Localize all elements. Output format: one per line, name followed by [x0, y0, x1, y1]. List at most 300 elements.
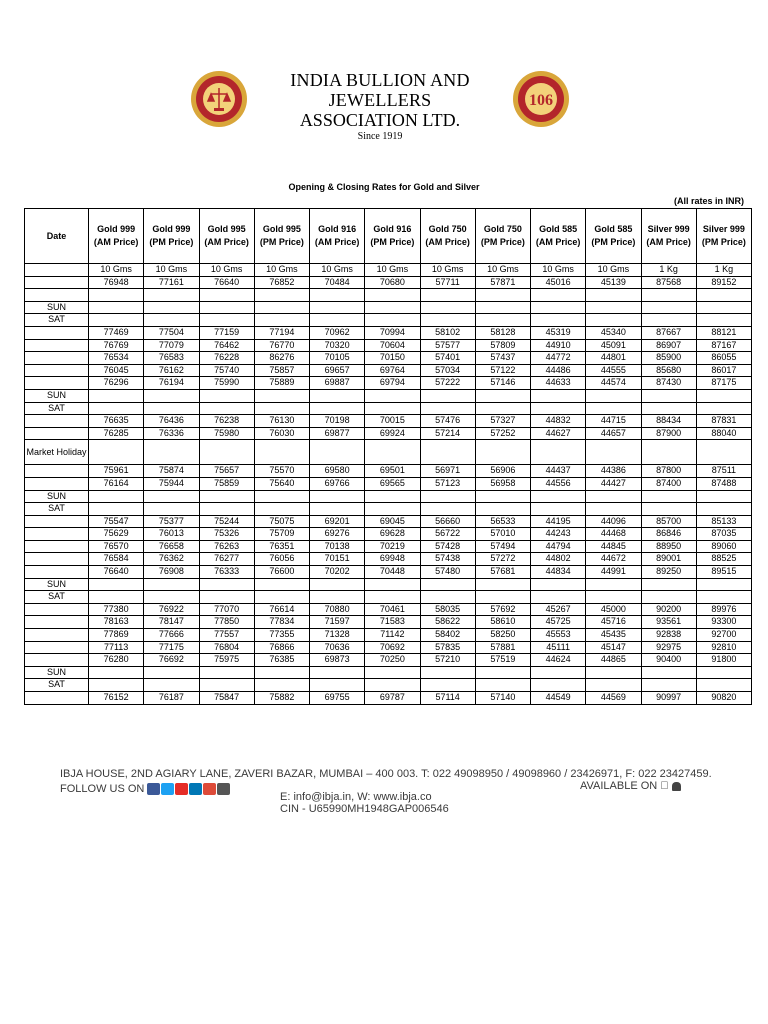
rate-cell — [475, 490, 530, 503]
rate-cell — [641, 503, 696, 516]
rate-cell: 45016 — [531, 276, 586, 289]
rate-cell: 71583 — [365, 616, 420, 629]
rate-cell: 70151 — [310, 553, 365, 566]
rate-cell — [89, 503, 144, 516]
footer-cin: CIN - U65990MH1948GAP006546 — [280, 803, 449, 815]
rate-cell: 57577 — [420, 339, 475, 352]
table-row — [25, 289, 752, 302]
rate-cell: 70448 — [365, 566, 420, 579]
rate-cell: 76280 — [89, 654, 144, 667]
rate-cell: 44096 — [586, 515, 641, 528]
column-header-5: Gold 916 (AM Price) — [310, 209, 365, 264]
rate-cell: 76277 — [199, 553, 254, 566]
rate-cell — [199, 578, 254, 591]
rate-cell — [420, 301, 475, 314]
rate-cell: 44486 — [531, 364, 586, 377]
rate-cell — [586, 503, 641, 516]
rate-cell: 92838 — [641, 629, 696, 642]
rate-cell: 76600 — [254, 566, 309, 579]
rate-cell: 57809 — [475, 339, 530, 352]
table-row — [25, 301, 752, 314]
rate-cell — [199, 591, 254, 604]
rate-cell: 76333 — [199, 566, 254, 579]
rate-cell: 57034 — [420, 364, 475, 377]
rate-cell: 45147 — [586, 641, 641, 654]
rate-cell: 44672 — [586, 553, 641, 566]
table-row — [25, 591, 752, 604]
rate-cell: 75990 — [199, 377, 254, 390]
rate-cell — [254, 289, 309, 302]
rate-cell: 75882 — [254, 692, 309, 705]
rate-cell: 70962 — [310, 326, 365, 339]
rate-cell: 70320 — [310, 339, 365, 352]
rate-cell: 77834 — [254, 616, 309, 629]
rate-cell: 44624 — [531, 654, 586, 667]
rate-cell: 58128 — [475, 326, 530, 339]
rate-cell: 70692 — [365, 641, 420, 654]
rate-cell — [696, 578, 751, 591]
rate-cell: 71142 — [365, 629, 420, 642]
rate-cell: 44549 — [531, 692, 586, 705]
rate-cell: 58622 — [420, 616, 475, 629]
date-cell — [25, 289, 89, 302]
unit-cell: 1 Kg — [641, 264, 696, 277]
date-cell: SUN — [25, 389, 89, 402]
rate-cell — [586, 402, 641, 415]
table-row — [25, 666, 752, 679]
rate-cell: 87035 — [696, 528, 751, 541]
table-row — [25, 515, 752, 528]
twitter-icon[interactable] — [161, 783, 174, 795]
rate-cell: 76263 — [199, 540, 254, 553]
date-cell — [25, 553, 89, 566]
linkedin-icon[interactable] — [189, 783, 202, 795]
rate-cell — [365, 440, 420, 465]
rate-cell: 76162 — [144, 364, 199, 377]
rate-cell: 92975 — [641, 641, 696, 654]
rate-cell: 45091 — [586, 339, 641, 352]
rate-cell: 70484 — [310, 276, 365, 289]
rate-cell — [420, 440, 475, 465]
table-row — [25, 440, 752, 465]
page-title: Opening & Closing Rates for Gold and Silver — [288, 182, 480, 192]
rate-cell: 44195 — [531, 515, 586, 528]
rate-cell — [586, 389, 641, 402]
rate-cell — [531, 301, 586, 314]
date-cell — [25, 692, 89, 705]
rate-cell: 57327 — [475, 415, 530, 428]
rate-cell: 57480 — [420, 566, 475, 579]
rate-cell — [641, 389, 696, 402]
rate-cell — [144, 314, 199, 327]
rate-cell: 58102 — [420, 326, 475, 339]
currency-note: (All rates in INR) — [673, 196, 744, 206]
rate-cell: 70250 — [365, 654, 420, 667]
rate-cell: 75640 — [254, 477, 309, 490]
rate-cell: 69924 — [365, 427, 420, 440]
unit-cell: 1 Kg — [696, 264, 751, 277]
rate-cell: 69565 — [365, 477, 420, 490]
rate-cell: 57494 — [475, 540, 530, 553]
rate-cell: 70994 — [365, 326, 420, 339]
rate-cell: 90820 — [696, 692, 751, 705]
rate-cell: 75874 — [144, 465, 199, 478]
rate-cell — [254, 578, 309, 591]
rate-cell: 76238 — [199, 415, 254, 428]
rate-cell: 44657 — [586, 427, 641, 440]
rate-cell: 70680 — [365, 276, 420, 289]
rate-cell: 45319 — [531, 326, 586, 339]
rate-cell: 56906 — [475, 465, 530, 478]
rate-cell: 56722 — [420, 528, 475, 541]
rates-table — [24, 208, 752, 705]
rate-cell — [144, 591, 199, 604]
rate-cell: 45139 — [586, 276, 641, 289]
rate-cell: 88434 — [641, 415, 696, 428]
rate-cell: 76640 — [89, 566, 144, 579]
rate-cell: 70880 — [310, 603, 365, 616]
rate-cell: 71597 — [310, 616, 365, 629]
column-header-11: Silver 999 (AM Price) — [641, 209, 696, 264]
rate-cell: 69877 — [310, 427, 365, 440]
android-icon[interactable] — [672, 782, 681, 791]
googleplus-icon[interactable] — [203, 783, 216, 795]
rate-cell — [696, 666, 751, 679]
rate-cell — [144, 301, 199, 314]
column-header-10: Gold 585 (PM Price) — [586, 209, 641, 264]
rate-cell — [199, 679, 254, 692]
rate-cell — [199, 301, 254, 314]
rate-cell — [475, 591, 530, 604]
table-row — [25, 540, 752, 553]
rate-cell: 57692 — [475, 603, 530, 616]
rate-cell: 44865 — [586, 654, 641, 667]
rate-cell: 57681 — [475, 566, 530, 579]
rate-cell: 76164 — [89, 477, 144, 490]
rate-cell: 70219 — [365, 540, 420, 553]
rate-cell: 57114 — [420, 692, 475, 705]
table-row — [25, 377, 752, 390]
rate-cell: 90200 — [641, 603, 696, 616]
rate-cell: 76583 — [144, 352, 199, 365]
rate-cell: 76534 — [89, 352, 144, 365]
date-cell — [25, 352, 89, 365]
rate-cell: 76658 — [144, 540, 199, 553]
facebook-icon[interactable] — [147, 783, 160, 795]
rate-cell — [420, 679, 475, 692]
rate-cell: 75975 — [199, 654, 254, 667]
date-cell: SAT — [25, 503, 89, 516]
unit-cell: 10 Gms — [199, 264, 254, 277]
rate-cell — [531, 440, 586, 465]
rate-cell: 76635 — [89, 415, 144, 428]
rate-cell: 76866 — [254, 641, 309, 654]
rate-cell — [696, 301, 751, 314]
instagram-icon[interactable] — [217, 783, 230, 795]
rate-cell: 44386 — [586, 465, 641, 478]
rate-cell: 44633 — [531, 377, 586, 390]
rate-cell: 76130 — [254, 415, 309, 428]
rate-cell — [144, 402, 199, 415]
rate-cell — [89, 389, 144, 402]
rate-cell — [199, 389, 254, 402]
rate-cell — [641, 440, 696, 465]
rate-cell: 89515 — [696, 566, 751, 579]
rate-cell: 93300 — [696, 616, 751, 629]
rate-cell: 70198 — [310, 415, 365, 428]
rate-cell: 76770 — [254, 339, 309, 352]
rate-cell: 70015 — [365, 415, 420, 428]
rate-cell: 76351 — [254, 540, 309, 553]
rate-cell: 77070 — [199, 603, 254, 616]
rate-cell: 75980 — [199, 427, 254, 440]
rate-cell: 77355 — [254, 629, 309, 642]
rate-cell: 58035 — [420, 603, 475, 616]
rate-cell — [586, 314, 641, 327]
rate-cell — [531, 679, 586, 692]
rate-cell — [696, 314, 751, 327]
rate-cell: 69657 — [310, 364, 365, 377]
rate-cell: 89152 — [696, 276, 751, 289]
rate-cell — [310, 402, 365, 415]
table-row — [25, 364, 752, 377]
rate-cell: 76285 — [89, 427, 144, 440]
rate-cell: 45111 — [531, 641, 586, 654]
rate-cell: 69201 — [310, 515, 365, 528]
rate-cell: 76194 — [144, 377, 199, 390]
rate-cell: 44468 — [586, 528, 641, 541]
rate-cell — [254, 503, 309, 516]
rate-cell — [531, 666, 586, 679]
rate-cell: 70105 — [310, 352, 365, 365]
rate-cell — [531, 389, 586, 402]
rate-cell: 85900 — [641, 352, 696, 365]
rate-cell: 90997 — [641, 692, 696, 705]
rate-cell — [199, 503, 254, 516]
table-row — [25, 415, 752, 428]
rate-cell — [420, 289, 475, 302]
date-cell — [25, 427, 89, 440]
rate-cell — [199, 666, 254, 679]
org-name-line2: ASSOCIATION LTD. — [299, 110, 461, 130]
unit-cell: 10 Gms — [420, 264, 475, 277]
rate-cell: 57010 — [475, 528, 530, 541]
rate-cell — [641, 314, 696, 327]
column-header-3: Gold 995 (AM Price) — [199, 209, 254, 264]
rate-cell — [586, 289, 641, 302]
rate-cell: 69755 — [310, 692, 365, 705]
rate-cell: 69764 — [365, 364, 420, 377]
rate-cell: 44427 — [586, 477, 641, 490]
rate-cell: 75709 — [254, 528, 309, 541]
rate-cell: 57122 — [475, 364, 530, 377]
column-header-4: Gold 995 (PM Price) — [254, 209, 309, 264]
rate-cell: 76187 — [144, 692, 199, 705]
rate-cell — [89, 402, 144, 415]
rate-cell — [586, 591, 641, 604]
rate-cell — [89, 301, 144, 314]
rate-cell: 57437 — [475, 352, 530, 365]
rate-cell: 45553 — [531, 629, 586, 642]
column-header-9: Gold 585 (AM Price) — [531, 209, 586, 264]
available-label: AVAILABLE ON — [580, 780, 658, 792]
rate-cell — [365, 301, 420, 314]
unit-cell: 10 Gms — [365, 264, 420, 277]
rate-cell — [641, 301, 696, 314]
rate-cell: 76948 — [89, 276, 144, 289]
rate-cell: 75859 — [199, 477, 254, 490]
rate-cell: 44832 — [531, 415, 586, 428]
rate-cell: 77161 — [144, 276, 199, 289]
unit-cell: 10 Gms — [475, 264, 530, 277]
rate-cell: 87900 — [641, 427, 696, 440]
rate-cell — [531, 289, 586, 302]
rate-cell: 57222 — [420, 377, 475, 390]
rate-cell: 45435 — [586, 629, 641, 642]
rate-cell: 69501 — [365, 465, 420, 478]
rate-cell: 77380 — [89, 603, 144, 616]
rate-cell — [641, 578, 696, 591]
footer-contact: E: info@ibja.in, W: www.ibja.co — [280, 791, 432, 803]
table-row — [25, 477, 752, 490]
footer-follow — [60, 783, 231, 795]
date-cell — [25, 528, 89, 541]
rate-cell: 86017 — [696, 364, 751, 377]
rate-cell: 44569 — [586, 692, 641, 705]
rate-cell: 69766 — [310, 477, 365, 490]
rate-cell: 57272 — [475, 553, 530, 566]
rate-cell: 76045 — [89, 364, 144, 377]
rate-cell: 76852 — [254, 276, 309, 289]
rate-cell — [475, 389, 530, 402]
rate-cell: 76056 — [254, 553, 309, 566]
column-header-8: Gold 750 (PM Price) — [475, 209, 530, 264]
date-cell — [25, 540, 89, 553]
rate-cell — [696, 679, 751, 692]
rate-cell — [420, 578, 475, 591]
rate-cell: 76385 — [254, 654, 309, 667]
rate-cell — [475, 679, 530, 692]
rate-cell: 44794 — [531, 540, 586, 553]
rate-cell — [475, 402, 530, 415]
rate-cell: 77079 — [144, 339, 199, 352]
rate-cell — [531, 314, 586, 327]
rate-cell: 77557 — [199, 629, 254, 642]
column-header-1: Gold 999 (AM Price) — [89, 209, 144, 264]
rate-cell — [254, 679, 309, 692]
date-cell — [25, 377, 89, 390]
table-row — [25, 578, 752, 591]
rate-cell — [365, 503, 420, 516]
rate-cell: 85700 — [641, 515, 696, 528]
table-row — [25, 314, 752, 327]
rate-cell — [254, 490, 309, 503]
rate-cell — [641, 679, 696, 692]
rate-cell: 70138 — [310, 540, 365, 553]
rate-cell — [89, 314, 144, 327]
rate-cell — [310, 503, 365, 516]
rate-cell: 86055 — [696, 352, 751, 365]
rate-cell — [365, 402, 420, 415]
youtube-icon[interactable] — [175, 783, 188, 795]
rate-cell: 70636 — [310, 641, 365, 654]
rate-cell — [89, 679, 144, 692]
rate-cell: 88121 — [696, 326, 751, 339]
apple-icon[interactable] — [660, 780, 668, 792]
rate-cell: 75657 — [199, 465, 254, 478]
table-row — [25, 339, 752, 352]
date-cell — [25, 465, 89, 478]
rate-cell: 75570 — [254, 465, 309, 478]
rate-cell — [144, 578, 199, 591]
rate-cell — [365, 389, 420, 402]
date-cell — [25, 515, 89, 528]
rate-cell — [420, 314, 475, 327]
rate-cell: 57140 — [475, 692, 530, 705]
rate-cell: 76692 — [144, 654, 199, 667]
rate-cell: 87167 — [696, 339, 751, 352]
rate-cell — [144, 503, 199, 516]
rate-cell — [365, 578, 420, 591]
rate-cell: 71328 — [310, 629, 365, 642]
rate-cell: 70461 — [365, 603, 420, 616]
rate-cell — [586, 440, 641, 465]
date-cell: SAT — [25, 314, 89, 327]
rate-cell — [420, 389, 475, 402]
rate-cell: 76908 — [144, 566, 199, 579]
date-cell — [25, 339, 89, 352]
table-row — [25, 692, 752, 705]
rate-cell — [641, 402, 696, 415]
rate-cell: 57835 — [420, 641, 475, 654]
rate-cell — [586, 301, 641, 314]
rate-cell: 77869 — [89, 629, 144, 642]
rate-cell: 44627 — [531, 427, 586, 440]
rate-cell: 75326 — [199, 528, 254, 541]
date-cell — [25, 326, 89, 339]
date-cell: SUN — [25, 301, 89, 314]
rate-cell — [89, 490, 144, 503]
rate-cell — [420, 490, 475, 503]
follow-label: FOLLOW US ON — [60, 783, 145, 795]
rate-cell: 77194 — [254, 326, 309, 339]
unit-cell: 10 Gms — [254, 264, 309, 277]
rate-cell — [531, 591, 586, 604]
rate-cell — [586, 578, 641, 591]
letterhead — [190, 70, 570, 142]
rate-cell: 89250 — [641, 566, 696, 579]
rate-cell — [310, 389, 365, 402]
rate-cell — [531, 402, 586, 415]
ibja-seal-left-icon — [190, 70, 248, 128]
date-cell — [25, 616, 89, 629]
rate-cell — [310, 666, 365, 679]
rate-cell: 57146 — [475, 377, 530, 390]
rate-cell: 87831 — [696, 415, 751, 428]
rate-cell: 57519 — [475, 654, 530, 667]
rate-cell: 86907 — [641, 339, 696, 352]
rate-cell — [144, 289, 199, 302]
rate-cell — [475, 503, 530, 516]
rate-cell: 69045 — [365, 515, 420, 528]
rate-cell: 76436 — [144, 415, 199, 428]
rate-cell: 44243 — [531, 528, 586, 541]
rate-cell — [89, 289, 144, 302]
rate-cell — [420, 591, 475, 604]
rate-cell: 88525 — [696, 553, 751, 566]
footer-available — [580, 780, 681, 792]
rate-cell — [365, 666, 420, 679]
